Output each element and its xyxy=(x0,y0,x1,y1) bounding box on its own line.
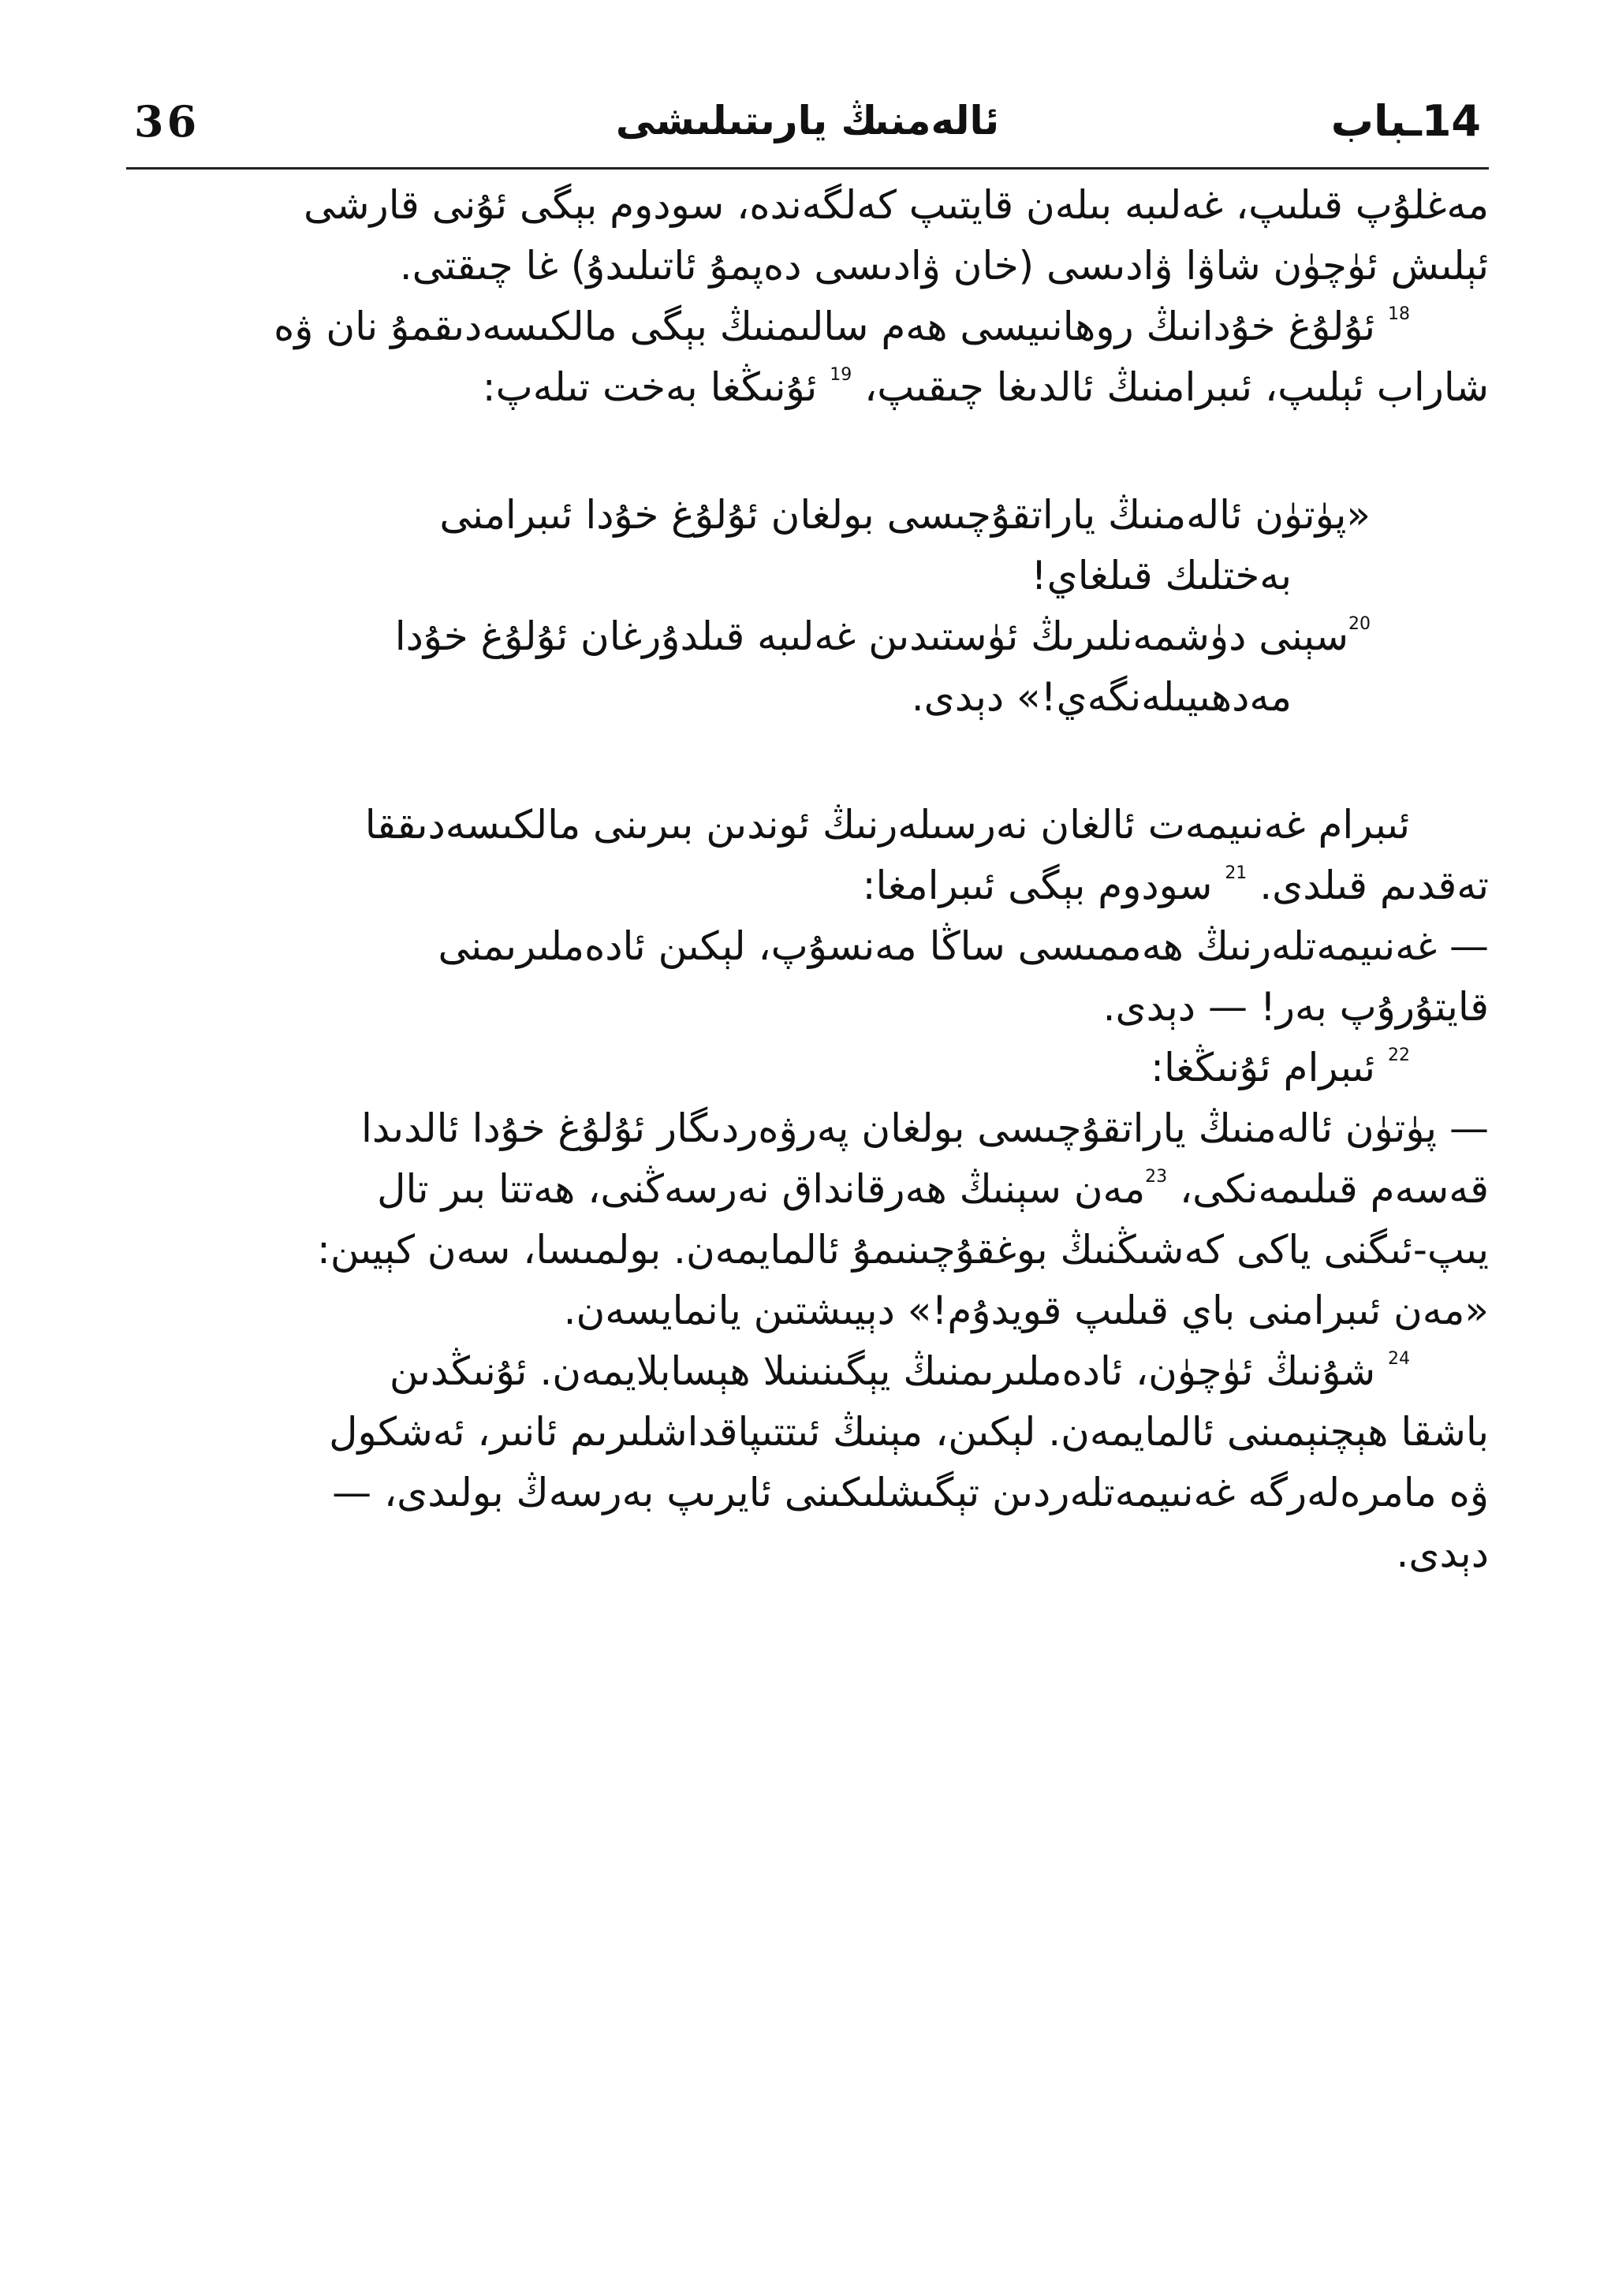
header-rule xyxy=(126,167,1489,170)
text-span: سېنى دۈشمەنلىرىڭ ئۈستىدىن غەلىبە قىلدۇرغان ئۇلۇغ خۇدا xyxy=(394,613,1348,659)
text-line: ۋە مامرەلەرگە غەنىيمەتلەردىن تېگىشلىكىنى ئايرىپ بەرسەڭ بولىدى، — xyxy=(332,1470,1489,1515)
text-span: شاراب ئېلىپ، ئىبرامنىڭ ئالدىغا چىقىپ، xyxy=(864,364,1489,410)
text-line xyxy=(126,1038,1489,1098)
poem-line xyxy=(126,606,1371,667)
text-line: باشقا ھېچنېمىنى ئالمايمەن. لېكىن، مېنىڭ ئىتتىپاقداشلىرىم ئانىر، ئەشكول xyxy=(329,1409,1489,1455)
text-line: — غەنىيمەتلەرنىڭ ھەممىسى ساڭا مەنسۇپ، لېكىن ئادەملىرىمنى xyxy=(438,923,1489,969)
spacer xyxy=(126,418,1489,485)
verse-paragraph-18 xyxy=(126,296,1489,357)
verse-number: 24 xyxy=(1388,1349,1410,1369)
verse-number: 18 xyxy=(1388,304,1410,324)
verse-number: 23 xyxy=(1145,1167,1168,1187)
text-span: ئۇنىڭغا بەخت تىلەپ: xyxy=(482,364,818,410)
text-line: دېدى. xyxy=(1396,1530,1489,1576)
text-line: يىپ-ئىگنى ياكى كەشىڭنىڭ بوغقۇچىنىمۇ ئالمايمەن. بولمىسا، سەن كېيىن: xyxy=(317,1227,1489,1273)
text-line: قايتۇرۇپ بەر! — دېدى. xyxy=(1102,984,1489,1030)
poem-block xyxy=(126,485,1371,728)
text-line: ئىبرام غەنىيمەت ئالغان نەرسىلەرنىڭ ئوندىن بىرىنى مالكىسەدىققا xyxy=(364,802,1410,848)
text-line: «مەن ئىبرامنى باي قىلىپ قويدۇم!» دېيىشتىن يانمايسەن. xyxy=(563,1288,1489,1333)
poem-line: «پۈتۈن ئالەمنىڭ ياراتقۇچىسى بولغان ئۇلۇغ خۇدا ئىبرامنى xyxy=(439,492,1371,538)
text-span: تەقدىم قىلدى. xyxy=(1259,863,1489,908)
text-line: مەغلۇپ قىلىپ، غەلىبە بىلەن قايتىپ كەلگەندە، سودوم بېگى ئۇنى قارشى xyxy=(303,182,1489,228)
page-header xyxy=(126,88,1489,159)
verse-number: 20 xyxy=(1348,614,1371,634)
text-span: سودوم بېگى ئىبرامغا: xyxy=(862,863,1213,908)
verse-number: 19 xyxy=(830,365,852,385)
chapter-label: 14ـباب xyxy=(1330,96,1481,146)
text-span: قەسەم قىلىمەنكى، xyxy=(1180,1166,1489,1212)
text-line: — پۈتۈن ئالەمنىڭ ياراتقۇچىسى بولغان پەرۋەردىگار ئۇلۇغ خۇدا ئالدىدا xyxy=(361,1105,1489,1151)
text-line xyxy=(126,1159,1489,1220)
text-span: ئىبرام ئۇنىڭغا: xyxy=(1151,1045,1376,1090)
text-line: ئېلىش ئۈچۈن شاۋا ۋادىسى (خان ۋادىسى دەپمۇ ئاتىلىدۇ) غا چىقتى. xyxy=(399,243,1489,289)
text-span: شۇنىڭ ئۈچۈن، ئادەملىرىمنىڭ يېگىنىنىلا ھېسابلايمەن. ئۇنىڭدىن xyxy=(389,1348,1376,1394)
text-line xyxy=(126,357,1489,418)
running-title: ئالەمنىڭ يارىتىلىشى xyxy=(615,98,1000,144)
text-span: مەن سېنىڭ ھەرقانداق نەرسەڭنى، ھەتتا بىر تال xyxy=(377,1166,1146,1212)
text-line xyxy=(126,855,1489,916)
verse-number: 22 xyxy=(1388,1046,1410,1065)
spacer xyxy=(126,728,1489,795)
poem-line: بەختلىك قىلغاي! xyxy=(1031,553,1292,598)
text-line: ئۇلۇغ خۇدانىڭ روھانىيسى ھەم سالىمنىڭ بېگى مالكىسەدىقمۇ نان ۋە xyxy=(274,304,1376,349)
verse-number: 21 xyxy=(1225,863,1248,883)
poem-line: مەدھىيىلەنگەي!» دېدى. xyxy=(911,674,1292,720)
text-line xyxy=(126,1341,1489,1402)
page-body xyxy=(126,175,1489,1584)
page-number: 36 xyxy=(134,96,200,147)
